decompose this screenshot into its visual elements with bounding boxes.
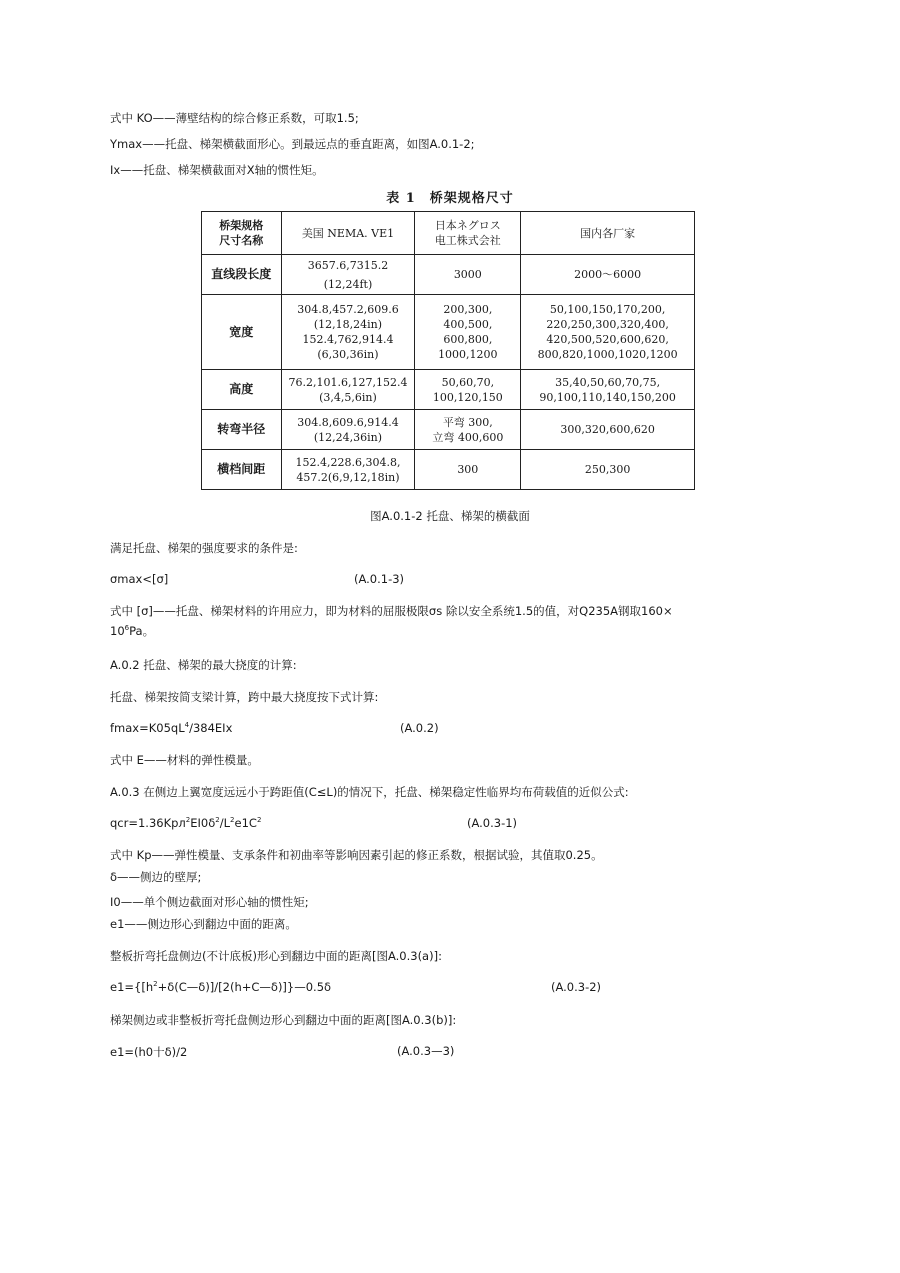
header-japan-line2: 电工株式会社	[434, 234, 501, 247]
equation: e1=(h0十δ)/2	[110, 1045, 188, 1059]
cell-line: 50,60,70,	[441, 375, 495, 389]
line-ix: Ix——托盘、梯架横截面对X轴的惯性矩。	[110, 163, 324, 177]
text-run: /L	[219, 816, 231, 830]
text-run: qcr=1.36Kpл	[110, 816, 186, 830]
table-cell	[415, 370, 521, 410]
superscript: 2	[215, 816, 220, 825]
cell-line: 457.2(6,9,12,18in)	[296, 470, 400, 484]
cell-line: 420,500,520,600,620,	[546, 333, 669, 346]
cell-line: (3,4,5,6in)	[319, 390, 377, 404]
paragraph: 式中 E——材料的弹性模量。	[110, 753, 259, 767]
line-k0: 式中 KO——薄壁结构的综合修正系数，可取1.5;	[110, 111, 359, 125]
equation	[110, 816, 261, 830]
text-run: +δ(C—δ)]/[2(h+C—δ)]}—0.5δ	[157, 980, 332, 994]
cell-line: 220,250,300,320,400,	[546, 318, 669, 331]
table-header-row	[202, 212, 695, 255]
table-cell	[521, 295, 695, 370]
paragraph: 式中 [σ]——托盘、梯架材料的许用应力，即为材料的屈服极限σs 除以安全系统1.5的值，对Q235A钢取160×	[110, 604, 673, 618]
equation	[110, 980, 331, 994]
equation-number: (A.0.3-1)	[467, 816, 518, 830]
paragraph: 梯架侧边或非整板折弯托盘侧边形心到翻边中面的距离[图A.0.3(b)]:	[110, 1013, 457, 1027]
figure-caption: 图A.0.1-2 托盘、梯架的横截面	[370, 509, 530, 523]
text-run: fmax=K05qL	[110, 721, 185, 735]
superscript: 2	[256, 816, 262, 825]
superscript: 2	[153, 980, 158, 989]
table-cell: 2000～6000	[521, 255, 695, 295]
superscript: 6	[124, 624, 130, 633]
line-ymax: Ymax——托盘、梯架横截面形心。到最远点的垂直距离，如图A.0.1-2;	[110, 137, 475, 151]
cell-line: 平弯 300,	[442, 415, 493, 429]
paragraph: e1——侧边形心到翻边中面的距离。	[110, 917, 297, 931]
cell-line: 400,500,	[443, 318, 493, 331]
cell-line: 600,800,	[443, 333, 493, 346]
row-name: 横档间距	[202, 450, 282, 490]
paragraph	[110, 623, 154, 639]
paragraph: 整板折弯托盘侧边(不计底板)形心到翻边中面的距离[图A.0.3(a)]:	[110, 949, 442, 963]
header-corner	[202, 212, 282, 255]
paragraph: 式中 Kp——弹性模量、支承条件和初曲率等影响因素引起的修正系数，根据试验，其值取0.25。	[110, 848, 603, 862]
paragraph: 托盘、梯架按简支梁计算，跨中最大挠度按下式计算:	[110, 690, 379, 704]
cell-line: 304.8,457.2,609.6	[297, 303, 399, 316]
row-name: 转弯半径	[202, 410, 282, 450]
cell-line: 304.8,609.6,914.4	[297, 415, 399, 429]
table-cell	[281, 410, 415, 450]
cell-line: 3657.6,7315.2	[307, 258, 389, 272]
header-domestic: 国内各厂家	[521, 212, 695, 255]
cell-line: 35,40,50,60,70,75,	[555, 375, 661, 389]
cell-line: (12,18,24in)	[313, 318, 383, 331]
equation-number: (A.0.3—3)	[397, 1044, 455, 1058]
table-cell	[281, 255, 415, 295]
cell-line: 90,100,110,140,150,200	[539, 390, 676, 404]
header-corner-top: 桥架规格	[219, 219, 264, 232]
header-corner-bottom: 尺寸名称	[219, 234, 264, 247]
table-cell	[281, 295, 415, 370]
cell-line: 152.4,762,914.4	[302, 333, 394, 346]
cell-line: (12,24ft)	[323, 277, 373, 291]
equation-number: (A.0.2)	[400, 721, 439, 735]
table-cell	[281, 370, 415, 410]
row-name: 宽度	[202, 295, 282, 370]
table-cell	[415, 410, 521, 450]
cell-line: 800,820,1000,1020,1200	[537, 348, 678, 361]
equation-number: (A.0.1-3)	[354, 572, 405, 586]
equation-number: (A.0.3-2)	[551, 980, 602, 994]
table-title: 表 1 桥架规格尺寸	[386, 191, 514, 206]
text-run: e1C	[234, 816, 257, 830]
cell-line: 76.2,101.6,127,152.4	[288, 375, 408, 389]
cell-line: (12,24,36in)	[313, 430, 383, 444]
paragraph: δ——侧边的壁厚;	[110, 870, 202, 884]
cell-line: 立弯 400,600	[432, 430, 504, 444]
table-cell	[521, 370, 695, 410]
header-japan-line1: 日本ネグロス	[434, 219, 501, 232]
row-name: 高度	[202, 370, 282, 410]
table-cell: 250,300	[521, 450, 695, 490]
text-run: EI0δ	[190, 816, 216, 830]
table-cell	[415, 295, 521, 370]
paragraph: 满足托盘、梯架的强度要求的条件是:	[110, 541, 298, 555]
cell-line: 1000,1200	[438, 348, 498, 361]
cell-line: 100,120,150	[432, 390, 503, 404]
table-row	[202, 295, 695, 370]
text-run: /384EIx	[189, 721, 233, 735]
table-cell: 3000	[415, 255, 521, 295]
section-heading: A.0.2 托盘、梯架的最大挠度的计算:	[110, 658, 297, 672]
header-usa: 美国 NEMA. VE1	[281, 212, 415, 255]
cell-line: 152.4,228.6,304.8,	[295, 455, 401, 469]
equation	[110, 721, 232, 735]
text-run: e1={[h	[110, 980, 154, 994]
header-japan	[415, 212, 521, 255]
superscript: 2	[230, 816, 235, 825]
text-run: 10	[110, 624, 125, 638]
text-run: Pa。	[129, 624, 155, 638]
table-cell	[281, 450, 415, 490]
table-cell: 300,320,600,620	[521, 410, 695, 450]
table-row	[202, 370, 695, 410]
spec-table	[201, 211, 695, 490]
paragraph: I0——单个侧边截面对形心轴的惯性矩;	[110, 895, 309, 909]
table-row	[202, 410, 695, 450]
section-heading: A.0.3 在侧边上翼宽度远远小于跨距值(C≤L)的情况下，托盘、梯架稳定性临界均布荷载值的近似公式:	[110, 785, 629, 799]
table-cell: 300	[415, 450, 521, 490]
equation: σmax<[σ]	[110, 572, 169, 586]
row-name: 直线段长度	[202, 255, 282, 295]
superscript: 4	[184, 721, 190, 730]
table-row	[202, 450, 695, 490]
cell-line: 50,100,150,170,200,	[549, 303, 666, 316]
cell-line: 200,300,	[443, 303, 493, 316]
superscript: 2	[185, 816, 191, 825]
table-row	[202, 255, 695, 295]
cell-line: (6,30,36in)	[317, 348, 379, 361]
